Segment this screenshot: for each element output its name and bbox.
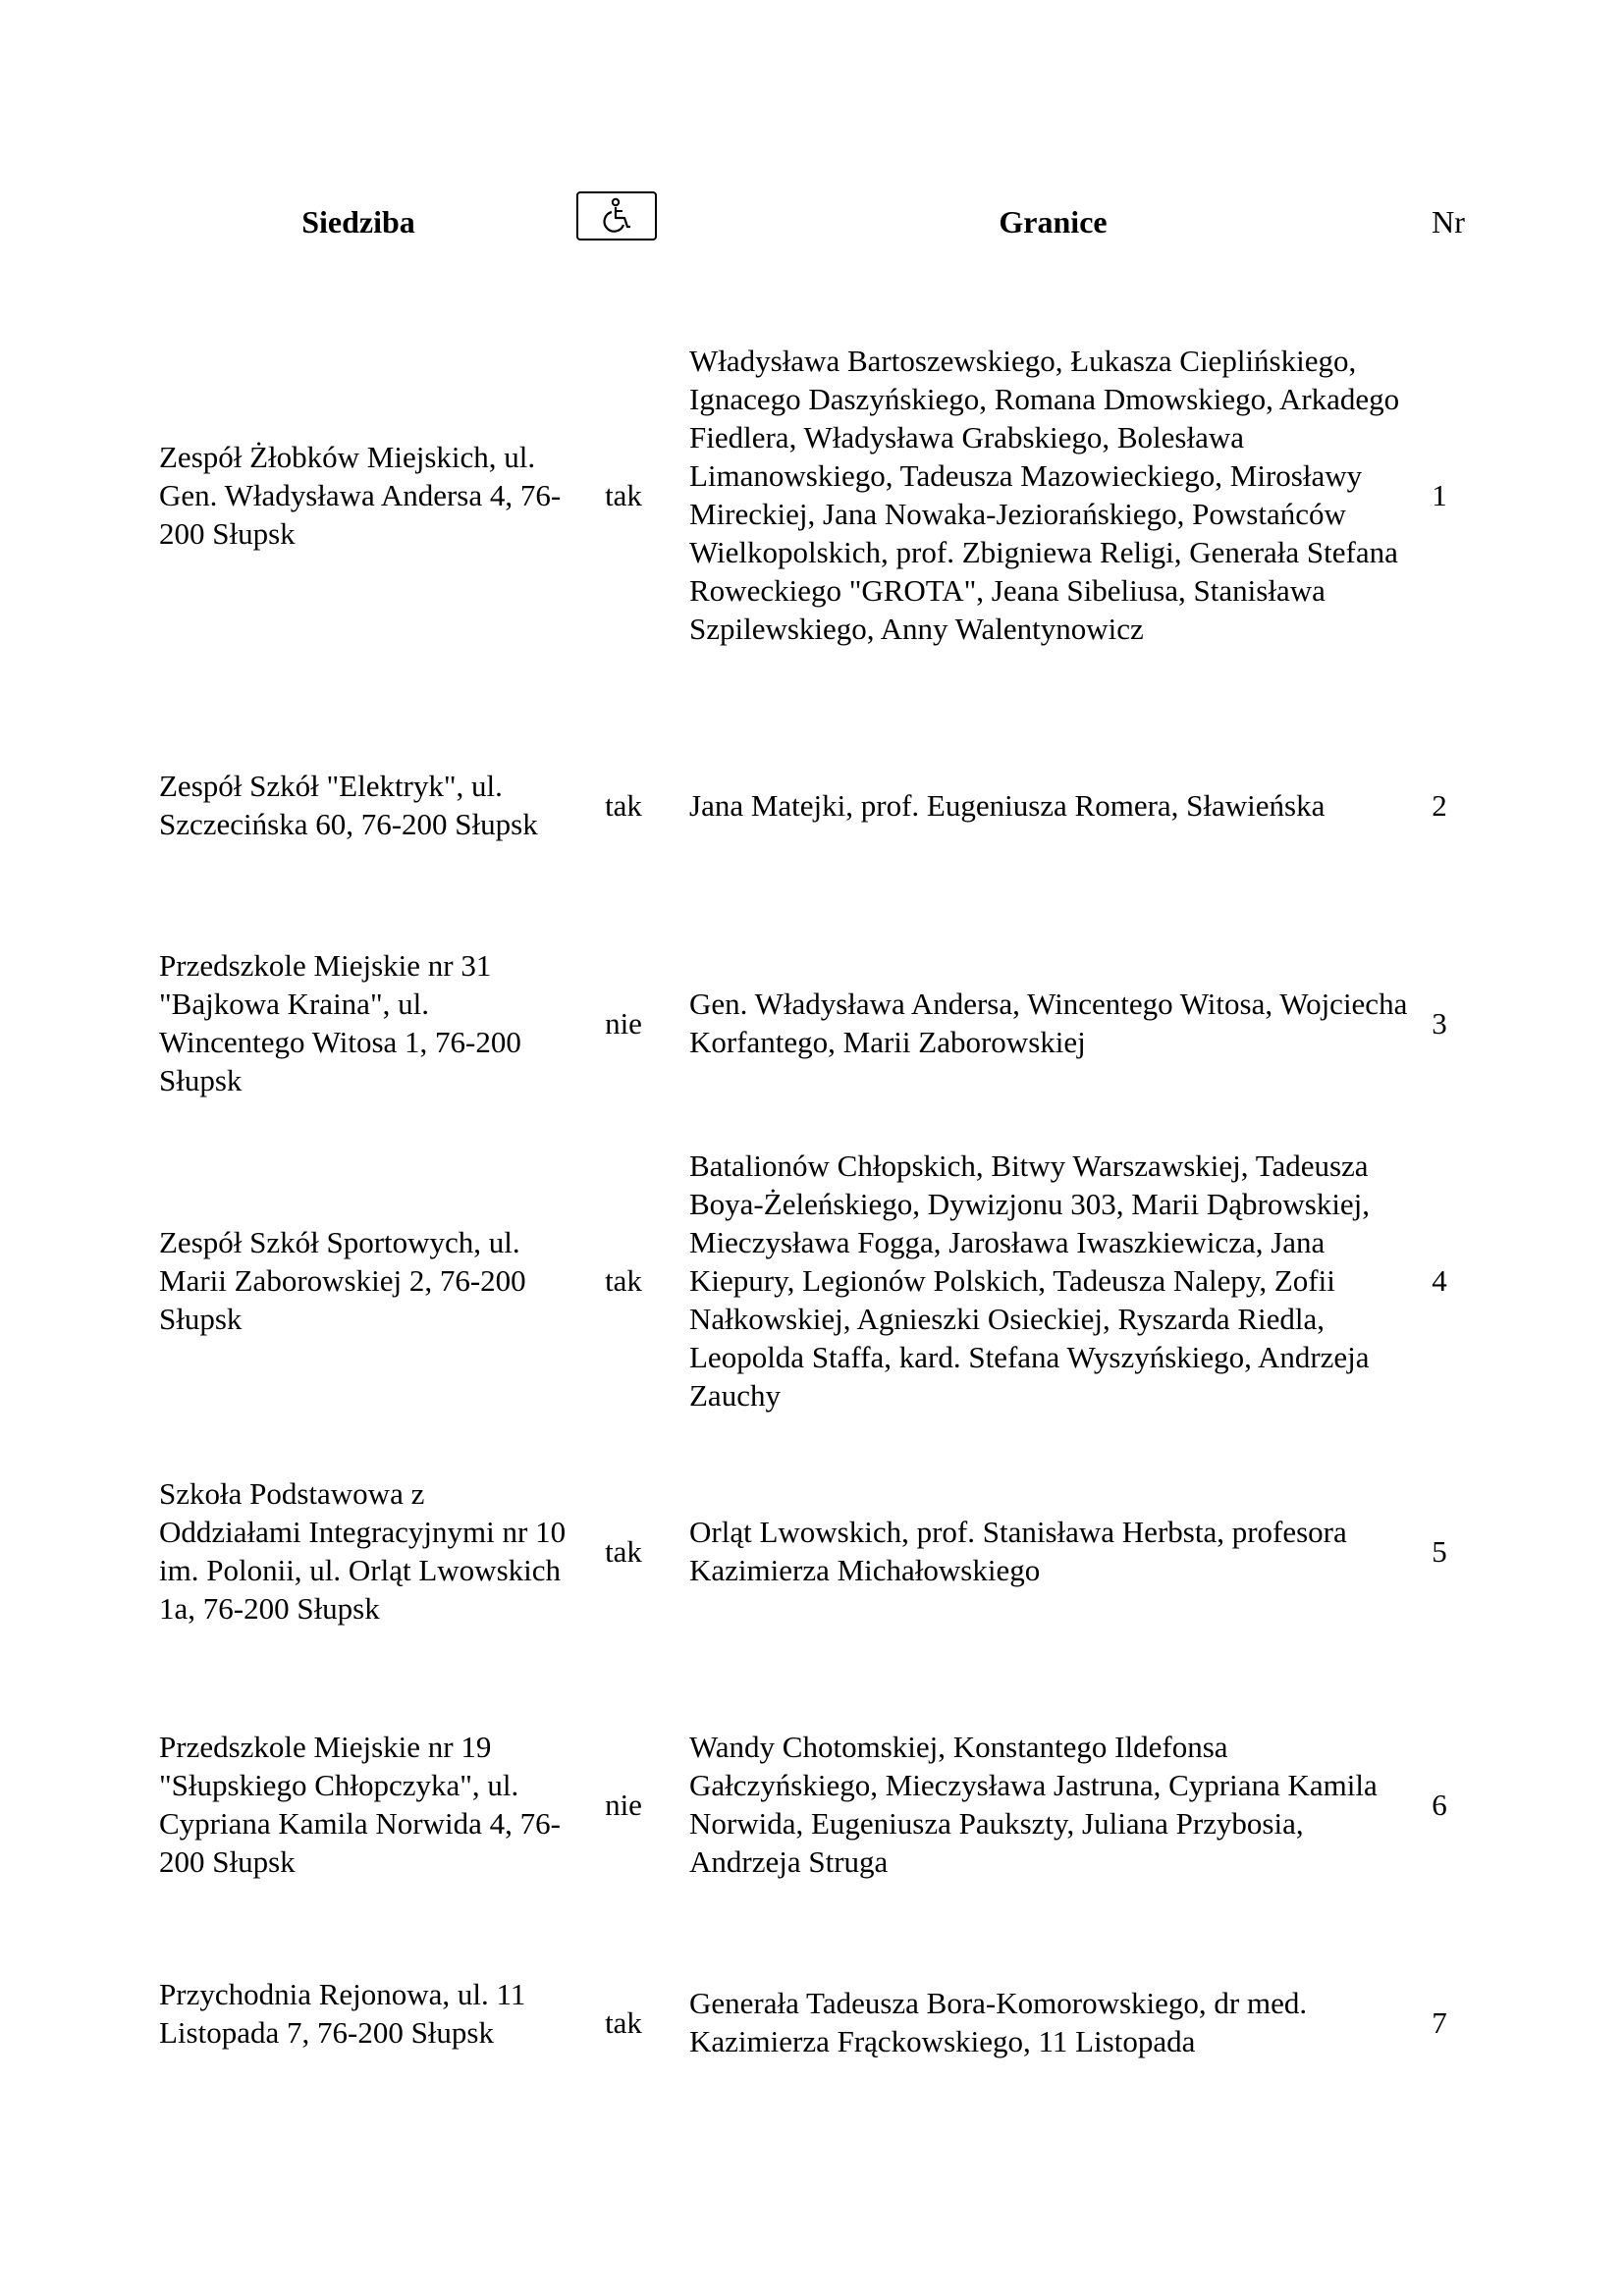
cell-siedziba: Przedszkole Miejskie nr 31 "Bajkowa Kraina", ul. Wincentego Witosa 1, 76-200 Słupsk — [159, 948, 521, 1097]
table-row — [0, 318, 1624, 671]
cell-granice: Jana Matejki, prof. Eugeniusza Romera, Sławieńska — [689, 787, 1326, 823]
table-row — [0, 746, 1624, 864]
cell-nr: 7 — [1432, 2004, 1447, 2040]
table-row — [0, 1143, 1624, 1417]
cell-dostep: nie — [605, 1005, 642, 1041]
table-row — [0, 1963, 1624, 2081]
cell-siedziba: Przedszkole Miejskie nr 19 "Słupskiego Chłopczyka", ul. Cypriana Kamila Norwida 4, 76-200 Słupsk — [159, 1730, 561, 1879]
header-nr: Nr — [1432, 204, 1465, 240]
wheelchair-icon-glyph — [595, 197, 638, 235]
cell-dostep: tak — [605, 1533, 642, 1569]
cell-siedziba: Przychodnia Rejonowa, ul. 11 Listopada 7, 76-200 Słupsk — [159, 1977, 526, 2050]
cell-dostep: tak — [605, 787, 642, 823]
table-row — [0, 944, 1624, 1101]
cell-granice: Wandy Chotomskiej, Konstantego Ildefonsa Gałczyńskiego, Mieczysława Jastruna, Cypriana Kamila Norwida, Eugeniusza Paukszty, Juliana Przybosia, Andrzeja Struga — [689, 1730, 1378, 1879]
cell-nr: 1 — [1432, 477, 1447, 512]
cell-granice: Generała Tadeusza Bora-Komorowskiego, dr med. Kazimierza Frąckowskiego, 11 Listopada — [689, 1986, 1308, 2058]
wheelchair-icon — [576, 191, 657, 240]
cell-dostep: tak — [605, 477, 642, 512]
table-row — [0, 1726, 1624, 1883]
cell-nr: 3 — [1432, 1005, 1447, 1041]
cell-siedziba: Zespół Szkół Sportowych, ul. Marii Zaborowskiej 2, 76-200 Słupsk — [159, 1224, 526, 1336]
table-row — [0, 1453, 1624, 1649]
cell-granice: Orląt Lwowskich, prof. Stanisława Herbsta, profesora Kazimierza Michałowskiego — [689, 1515, 1347, 1587]
table-header — [0, 185, 1624, 263]
cell-granice: Gen. Władysława Andersa, Wincentego Witosa, Wojciecha Korfantego, Marii Zaborowskiej — [689, 987, 1408, 1059]
cell-dostep: tak — [605, 1262, 642, 1298]
cell-dostep: nie — [605, 1787, 642, 1822]
cell-siedziba: Zespół Żłobków Miejskich, ul. Gen. Władysława Andersa 4, 76-200 Słupsk — [159, 439, 562, 551]
cell-granice: Władysława Bartoszewskiego, Łukasza Cieplińskiego, Ignacego Daszyńskiego, Romana Dmowskiego, Arkadego Fiedlera, Władysława Grabskiego, Bolesława Limanowskiego, Tadeusza Mazowieckiego, Mirosławy Mireckiej, Jana Nowaka-Jeziorańskiego, Powstańców Wielkopolskich, prof. Zbigniewa Religi, Generała Stefana Roweckiego "GROTA", Jeana Sibeliusa, Stanisława Szpilewskiego, Anny Walentynowicz — [689, 344, 1400, 646]
cell-nr: 6 — [1432, 1787, 1447, 1822]
cell-nr: 5 — [1432, 1533, 1447, 1569]
cell-nr: 2 — [1432, 787, 1447, 823]
cell-siedziba: Zespół Szkół "Elektryk", ul. Szczecińska 60, 76-200 Słupsk — [159, 769, 538, 841]
header-siedziba: Siedziba — [301, 204, 415, 240]
cell-siedziba: Szkoła Podstawowa z Oddziałami Integracyjnymi nr 10 im. Polonii, ul. Orląt Lwowskich 1a, 76-200 Słupsk — [159, 1476, 567, 1626]
cell-dostep: tak — [605, 2004, 642, 2040]
cell-granice: Batalionów Chłopskich, Bitwy Warszawskiej, Tadeusza Boya-Żeleńskiego, Dywizjonu 303, Marii Dąbrowskiej, Mieczysława Fogga, Jarosława Iwaszkiewicza, Jana Kiepury, Legionów Polskich, Tadeusza Nalepy, Zofii Nałkowskiej, Agnieszki Osieckiej, Ryszarda Riedla, Leopolda Staffa, kard. Stefana Wyszyńskiego, Andrzeja Zauchy — [689, 1148, 1371, 1413]
cell-nr: 4 — [1432, 1262, 1447, 1298]
header-granice: Granice — [999, 204, 1108, 240]
